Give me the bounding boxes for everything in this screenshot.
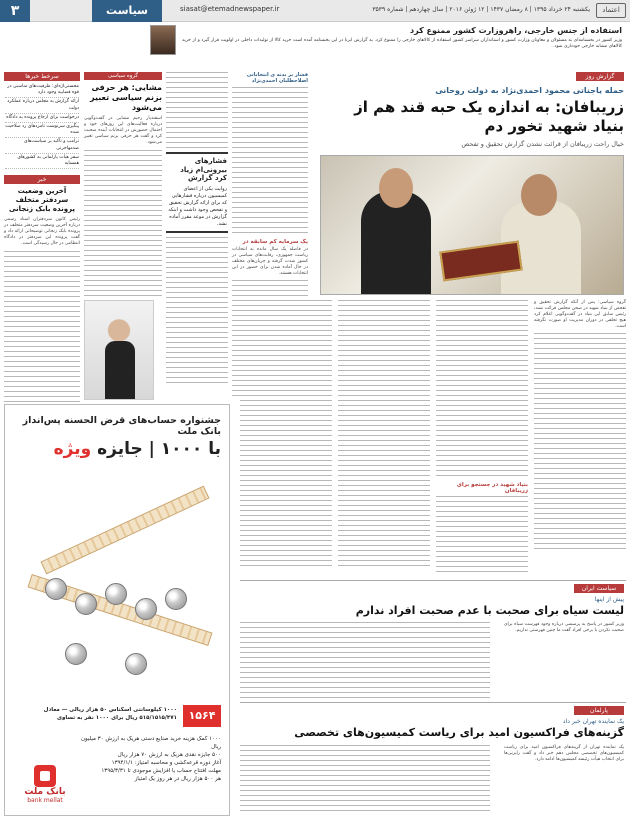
interview-body: اسفندیار رحیم مشایی در گفت‌وگویی درباره فعالیت‌های این روزهای خود و احتمال حضورش در انتخابات آینده صحبت کرد و گفت هر حرفی بزنم سیاسی تعبیر می‌شود. [84, 116, 162, 145]
prize-badge: ۱۵۶۴ [183, 705, 221, 727]
list-item: محسنی‌اژه‌ای: ظرفیت‌های مناسبی در قوه قضاییه وجود دارد [5, 83, 79, 98]
main-story-kicker: گزارش روز [576, 72, 624, 81]
ad-bullet: مهلت افتتاح حساب یا افزایش موجودی تا ۱۳۹۵/۳/۳۱ [101, 768, 221, 774]
bank-name-en: bank mellat [27, 797, 63, 804]
bottom-story-headline: گزینه‌های فراکسیون امید برای ریاست کمیسیون‌های تخصصی [294, 726, 624, 739]
column-text [232, 87, 308, 237]
ad-bullet: آغاز دوره قرعه‌کشی و محاسبه امتیاز: ۱۳۹۴/۱/۱ [111, 760, 221, 766]
ad-bullets [71, 735, 221, 783]
main-story-text [338, 300, 430, 570]
measuring-tape [40, 486, 209, 575]
top-news-body: وزیر کشور در بخشنامه‌ای به مسئولان و معاونان وزارت کشور و استانداران سراسر کشور استفاده از کالاهای خارجی را ممنوع کرد. به گزارش ایرنا در این بخشنامه آمده است خرید کالا از تولیدات داخلی در اولویت قرار گیرد و از خرید کالاهای مشابه خارجی خودداری شود. [182, 38, 622, 49]
list-item: درخواست برای ارجاع پرونده به دادگاه [5, 114, 79, 123]
lower-section-bar: سیاست ایران [574, 584, 624, 593]
lower-story-text [240, 622, 490, 700]
interview-text [84, 150, 162, 300]
bottom-story-text [240, 745, 490, 815]
bank-logo [15, 765, 75, 811]
coin-icon [75, 593, 97, 615]
main-story-col-subhead: بنیاد شهید در جستجو برای زریبافان [456, 482, 528, 494]
pullquote-column [166, 72, 228, 387]
bank-name-fa: بانک ملت [24, 787, 66, 797]
column-text [166, 72, 228, 148]
newspaper-logo: اعتماد [596, 3, 626, 18]
lower-story-body: وزیر کشور در پاسخ به پرسشی درباره وجود فهرست سیاه برای صحبت نکردن با برخی افراد گفت ما چنین فهرستی نداریم. [504, 622, 624, 633]
lower-story-kicker: پیش از اینها [594, 596, 624, 603]
bank-mellat-icon [34, 765, 56, 787]
coin-icon [125, 653, 147, 675]
lower-story-headline: لیست سیاه برای صحبت با عدم صحبت افراد ندارم [355, 604, 624, 617]
main-story-photo [320, 155, 624, 295]
bottom-section-bar: پارلمان [574, 706, 624, 715]
headlines-box-title: سرخط خبرها [4, 72, 80, 81]
divider [240, 580, 626, 581]
headlines-list [4, 81, 80, 171]
ad-bullet: ۱۰۰۰ کمک هزینه خرید صنایع دستی هریک به ارزش ۳۰ میلیون ریال [80, 736, 221, 750]
top-news [150, 25, 626, 69]
list-item: پیگیری سرنوشت نامزدهای رد صلاحیت شده [5, 123, 79, 138]
ad-coins-illustration [15, 483, 215, 683]
section-badge: سیاست [92, 0, 162, 22]
page-header [0, 0, 630, 22]
interview-column [84, 72, 162, 300]
photo-person-left-head [379, 168, 413, 208]
main-story-text [534, 333, 626, 553]
bottom-story-body: یک نماینده تهران از گزینه‌های فراکسیون امید برای ریاست کمیسیون‌های تخصصی مجلس دهم خبر داد و گفت رایزنی‌ها برای انتخاب هیأت رئیسه کمیسیون‌ها ادامه دارد. [504, 745, 624, 762]
pullquote [166, 152, 228, 233]
person-figure [105, 341, 135, 399]
left-story-headline: آخرین وضعیت سردفتر متخلف پرونده بابک زنجانی [8, 187, 76, 214]
coin-icon [45, 578, 67, 600]
news-box-title: خبر [4, 175, 80, 184]
ad-prize-row [11, 705, 221, 731]
main-story-headline: زریبافان: به اندازه یک حبه قند هم از بنیاد شهید تخور دم [354, 98, 624, 135]
bottom-story-kicker: یک نماینده تهران خبر داد [562, 718, 624, 725]
bank-ad[interactable] [4, 404, 230, 816]
list-item: ارائه گزارش به مجلس درباره عملکرد دولت [5, 98, 79, 113]
ad-tagline-accent: ویژه [53, 439, 92, 459]
main-story-body: گروه سیاسی: پس از آنکه گزارش تحقیق و تفحص از بنیاد شهید در صحن مجلس قرائت نشد، رئیس سابق این بنیاد در گفت‌وگویی اعلام کرد هیچ تخلفی در دوران مدیریت او صورت نگرفته است. [534, 300, 626, 329]
prize-text: ۱۰۰۰ کیلوسانتی اسکناس ۵۰ هزار ریالی — معادل ۵۱۵/۱۵۱۵/۴۷۱ ریال برای ۱۰۰۰ نفر به تساوی [43, 707, 177, 721]
analysis-body: در فاصله یک سال مانده به انتخابات ریاست جمهوری، رقابت‌های سیاسی در کشور شدت گرفته و جریان‌های مختلف در حال آماده شدن برای حضور در این انتخابات هستند. [232, 247, 308, 276]
top-news-photo [150, 25, 176, 55]
main-story-subtitle: خیال راحت زریبافان از قرائت نشدن گزارش تحقیق و تفحص [461, 140, 624, 148]
list-item: ترامپ و تأکید بر سیاست‌های ضدمهاجرتی [5, 138, 79, 153]
list-item: سفر هیات پارلمانی به کشورهای همسایه [5, 154, 79, 169]
main-story-text [436, 496, 528, 576]
ad-bullet: ۵۰۰ جایزه نقدی هریک به ارزش ۷۰ هزار ریال [117, 752, 221, 758]
main-story-supertitle: حمله یاجناتی محمود احمدی‌نژاد به دولت روحانی [435, 86, 624, 95]
interview-kicker: گروه سیاسی [84, 72, 162, 80]
pullquote-body: روایت یکی از اعضای کمیسیون درباره فشارهایی که برای ارائه گزارش تحقیق و تفحص وجود داشت و اینکه گزارش در موعد مقرر آماده نشد. [168, 185, 227, 227]
coin-icon [65, 643, 87, 665]
pullquote-head: فشارهای بیرونی‌ام زیاد کرد گزارش [180, 157, 227, 182]
left-story-body: رئیس کانون سردفتران اسناد رسمی درباره آخرین وضعیت سردفتر متخلف در پرونده بابک زنجانی توضیحاتی ارائه داد و گفت پرونده این سردفتر در دادگاه انتظامی در حال رسیدگی است. [4, 217, 80, 247]
divider [240, 702, 626, 703]
page-number: ۳ [0, 0, 30, 22]
left-column [4, 72, 80, 406]
coin-icon [105, 583, 127, 605]
coin-icon [135, 598, 157, 620]
dateline: یکشنبه ۲۴ خرداد ۱۳۹۵ | ۸ رمضان ۱۴۳۷ | ۱۲ ژوئن ۲۰۱۶ | سال چهاردهم | شماره ۳۵۳۹ [372, 6, 590, 13]
column-text [166, 237, 228, 387]
main-story-text [436, 300, 528, 480]
analysis-subhead-2: یک سرمایه کم سابقه در [242, 239, 308, 245]
top-news-title: استفاده از جنس خارجی، راهروزارت کشور ممنوع کرد [410, 26, 622, 35]
ad-tagline [11, 439, 221, 459]
left-story-text [4, 251, 80, 406]
ad-bullet: هر ۵۰۰ هزار ریال در هر روز یک امتیاز [134, 776, 221, 782]
interview-photo [84, 300, 154, 400]
coin-icon [165, 588, 187, 610]
section-email: siasat@etemadnewspaper.ir [180, 5, 280, 13]
ad-title: جشنواره حساب‌های قرض الحسنه پس‌انداز بانک ملت [22, 415, 221, 437]
ad-tagline-text: با ۱۰۰۰ | جایزه [91, 439, 221, 459]
photo-person-right-head [521, 174, 557, 216]
analysis-subhead: فشار بر بدنه ی انتخاباتی اصلاحطلبان احمدی‌نژاد [246, 72, 308, 84]
column-text [240, 300, 332, 570]
interview-headline: مشایی: هر حرفی بزنم سیاسی تعبیر می‌شود [90, 83, 162, 112]
